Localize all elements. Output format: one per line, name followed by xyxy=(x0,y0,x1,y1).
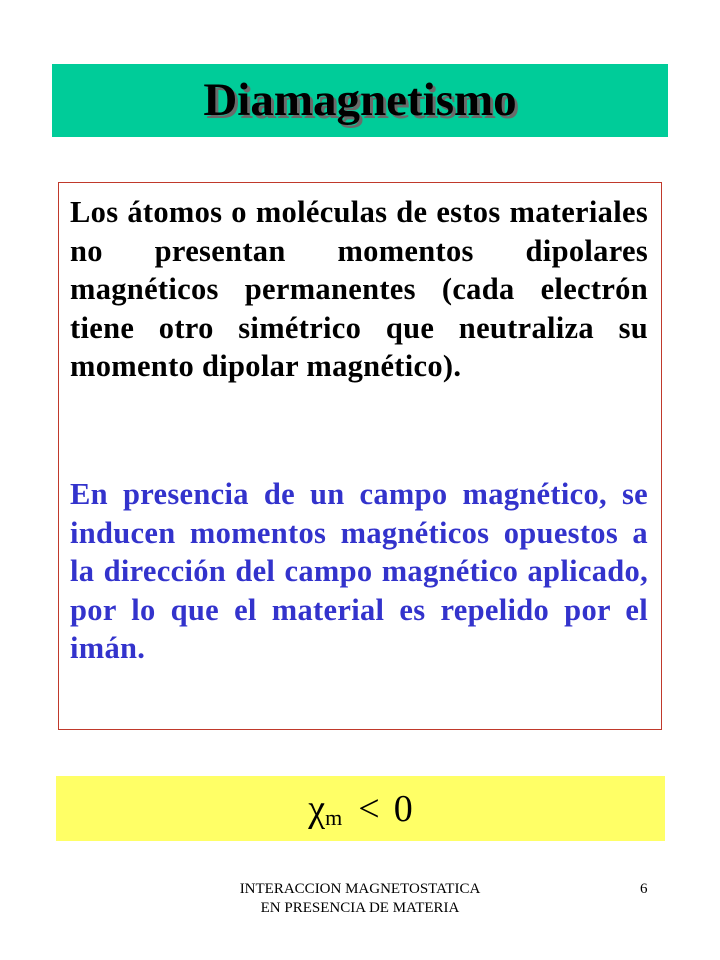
susceptibility-formula xyxy=(56,776,665,841)
title-banner xyxy=(52,64,668,137)
chi-symbol: χ xyxy=(308,787,326,830)
footer-text: INTERACCION MAGNETOSTATICA EN PRESENCIA DE MATERIA xyxy=(239,881,481,916)
formula-box xyxy=(56,776,665,841)
content-box xyxy=(58,182,662,730)
formula-value: 0 xyxy=(393,787,413,830)
paragraph-induced-moments: En presencia de un campo magnético, se inducen momentos magnéticos opuestos a la dirección del campo magnético aplicado, por lo que el material es repelido por el imán. xyxy=(70,477,648,665)
paragraph-permanent-moments: Los átomos o moléculas de estos materiales no presentan momentos dipolares magnéticos permanentes (cada electrón tiene otro simétrico que neutraliza su momento dipolar magnético). xyxy=(70,195,648,383)
chi-subscript: m xyxy=(325,804,343,830)
page-number: 6 xyxy=(640,881,648,897)
slide-title: Diamagnetismo xyxy=(203,74,517,126)
less-than-operator: < xyxy=(358,787,380,830)
